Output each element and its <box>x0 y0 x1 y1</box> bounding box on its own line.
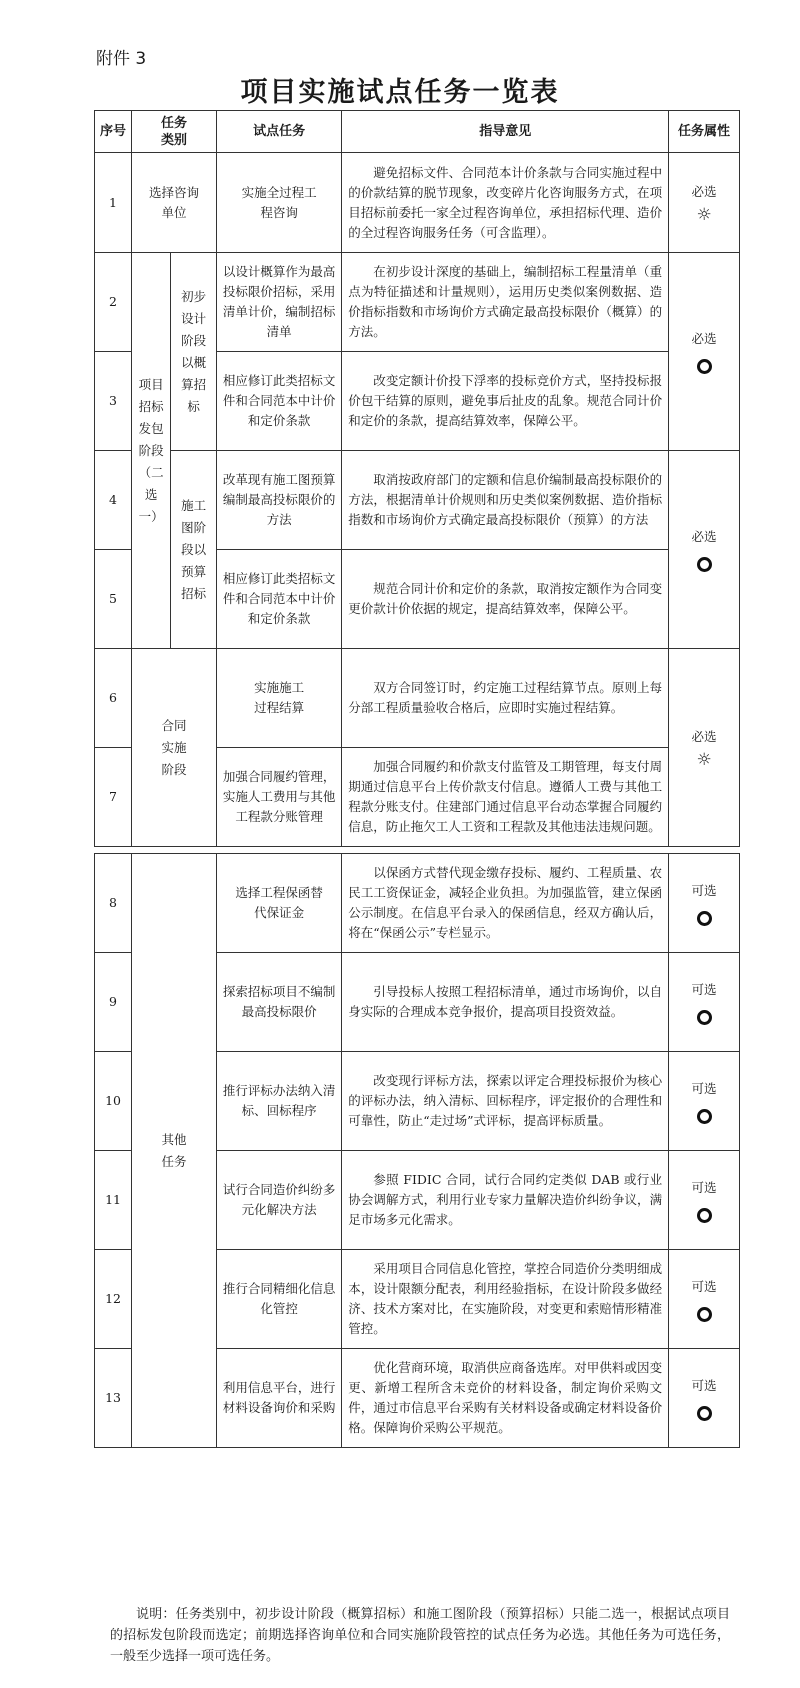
task-table-main <box>94 110 740 847</box>
category-bidding: 项目招标发包阶段（二选一） <box>132 253 171 649</box>
circle-icon <box>697 1010 712 1025</box>
category-contract-implementation: 合同实施阶段 <box>132 649 217 847</box>
row-number: 10 <box>95 1052 132 1151</box>
row-number: 13 <box>95 1349 132 1448</box>
header-attribute: 任务属性 <box>669 111 740 153</box>
attribute-cell <box>669 953 740 1052</box>
row-number: 11 <box>95 1151 132 1250</box>
sun-icon: ☼ <box>696 749 712 770</box>
table-row <box>95 451 740 550</box>
guidance-cell: 在初步设计深度的基础上，编制招标工程量清单（重点为特征描述和计量规则），运用历史类似案例数据、造价指标指数和市场询价方式确定最高投标限价（概算）的方法。 <box>342 253 669 352</box>
guidance-cell: 改变定额计价投下浮率的投标竞价方式，坚持投标报价包干结算的原则，避免事后扯皮的乱象。规范合同计价和定价的条款，提高结算效率，保障公平。 <box>342 352 669 451</box>
row-number: 9 <box>95 953 132 1052</box>
guidance-cell: 避免招标文件、合同范本计价条款与合同实施过程中的价款结算的脱节现象，改变碎片化咨询服务方式，在项目招标前委托一家全过程咨询单位，承担招标代理、造价的全过程咨询服务任务（可含监理）。 <box>342 153 669 253</box>
guidance-cell: 规范合同计价和定价的条款，取消按定额作为合同变更价款计价依据的规定，提高结算效率，保障公平。 <box>342 550 669 649</box>
guidance-cell: 取消按政府部门的定额和信息价编制最高投标限价的方法，根据清单计价规则和历史类似案例数据、造价指标指数和市场询价方式确定最高投标限价（预算）的方法 <box>342 451 669 550</box>
task-cell: 实施全过程工程咨询 <box>217 153 342 253</box>
attribute-label: 必选 <box>691 183 717 199</box>
task-cell: 推行合同精细化信息化管控 <box>217 1250 342 1349</box>
circle-icon <box>697 557 712 572</box>
guidance-cell: 参照 FIDIC 合同，试行合同约定类似 DAB 或行业协会调解方式，利用行业专家力量解决造价纠纷争议，满足市场多元化需求。 <box>342 1151 669 1250</box>
row-number: 2 <box>95 253 132 352</box>
header-task: 试点任务 <box>217 111 342 153</box>
table-header-row <box>95 111 740 153</box>
circle-icon <box>697 1109 712 1124</box>
attribute-label: 可选 <box>691 1080 717 1096</box>
category-construction-drawing: 施工图阶段以预算招标 <box>171 451 217 649</box>
category-other-tasks: 其他任务 <box>132 854 217 1448</box>
attribute-label: 可选 <box>691 1278 717 1294</box>
category-consulting: 选择咨询单位 <box>132 153 217 253</box>
circle-icon <box>697 911 712 926</box>
sun-icon: ☼ <box>696 204 712 225</box>
circle-icon <box>697 1406 712 1421</box>
guidance-cell: 引导投标人按照工程招标清单，通过市场询价，以自身实际的合理成本竞争报价，提高项目投资效益。 <box>342 953 669 1052</box>
table-row <box>95 854 740 953</box>
guidance-cell: 优化营商环境，取消供应商备选库。对甲供料或因变更、新增工程所含未竞价的材料设备，制定询价采购文件，通过市信息平台采购有关材料设备或确定材料设备价格。保障询价采购公平规范。 <box>342 1349 669 1448</box>
table-row <box>95 649 740 748</box>
row-number: 12 <box>95 1250 132 1349</box>
attribute-cell <box>669 1250 740 1349</box>
table-row <box>95 153 740 253</box>
attribute-cell <box>669 1151 740 1250</box>
guidance-cell: 加强合同履约和价款支付监管及工期管理，每支付周期通过信息平台上传价款支付信息。遵循人工费与其他工程款分账支付。住建部门通过信息平台动态掌握合同履约信息，防止拖欠工人工资和工程款及其他违法违规问题。 <box>342 748 669 847</box>
attribute-label: 必选 <box>691 529 717 544</box>
header-guidance: 指导意见 <box>342 111 669 153</box>
attribute-label: 必选 <box>691 331 717 346</box>
attribute-label: 可选 <box>691 882 717 898</box>
task-cell: 推行评标办法纳入清标、回标程序 <box>217 1052 342 1151</box>
attribute-cell <box>669 253 740 451</box>
task-cell: 相应修订此类招标文件和合同范本中计价和定价条款 <box>217 352 342 451</box>
attribute-cell <box>669 153 740 253</box>
task-cell: 试行合同造价纠纷多元化解决方法 <box>217 1151 342 1250</box>
row-number: 7 <box>95 748 132 847</box>
footnote: 说明：任务类别中，初步设计阶段（概算招标）和施工图阶段（预算招标）只能二选一，根据试点项目的招标发包阶段而选定；前期选择咨询单位和合同实施阶段管控的试点任务为必选。其他任务为可选任务，一般至少选择一项可选任务。 <box>110 1607 730 1664</box>
guidance-cell: 采用项目合同信息化管控，掌控合同造价分类明细成本，设计限额分配表，利用经验指标，在设计阶段多做经济、技术方案对比，在实施阶段，对变更和索赔情形精准管控。 <box>342 1250 669 1349</box>
circle-icon <box>697 1307 712 1322</box>
attribute-cell <box>669 451 740 649</box>
row-number: 3 <box>95 352 132 451</box>
guidance-cell: 改变现行评标方法，探索以评定合理投标报价为核心的评标办法，纳入清标、回标程序，评定报价的合理性和可靠性，防止“走过场”式评标，提高评标质量。 <box>342 1052 669 1151</box>
attribute-cell <box>669 854 740 953</box>
attribute-cell <box>669 1349 740 1448</box>
circle-icon <box>697 359 712 374</box>
row-number: 4 <box>95 451 132 550</box>
task-table-optional <box>94 853 740 1448</box>
attribute-label: 可选 <box>691 981 717 997</box>
task-cell: 加强合同履约管理，实施人工费用与其他工程款分账管理 <box>217 748 342 847</box>
task-cell: 相应修订此类招标文件和合同范本中计价和定价条款 <box>217 550 342 649</box>
task-cell: 以设计概算作为最高投标限价招标，采用清单计价，编制招标清单 <box>217 253 342 352</box>
page-title: 项目实施试点任务一览表 <box>240 77 560 108</box>
guidance-cell: 以保函方式替代现金缴存投标、履约、工程质量、农民工工资保证金，减轻企业负担。为加强监管，建立保函公示制度。在信息平台录入的保函信息，经双方确认后，将在“保函公示”专栏显示。 <box>342 854 669 953</box>
header-no: 序号 <box>95 111 132 153</box>
task-cell: 改革现有施工图预算编制最高投标限价的方法 <box>217 451 342 550</box>
task-cell: 实施施工过程结算 <box>217 649 342 748</box>
category-prelim-design: 初步设计阶段以概算招标 <box>171 253 217 451</box>
task-cell: 利用信息平台，进行材料设备询价和采购 <box>217 1349 342 1448</box>
attribute-label: 可选 <box>691 1377 717 1393</box>
attribute-cell <box>669 649 740 847</box>
row-number: 5 <box>95 550 132 649</box>
attribute-label: 必选 <box>691 728 717 744</box>
task-cell: 选择工程保函替代保证金 <box>217 854 342 953</box>
header-category: 任务类别 <box>132 111 217 153</box>
attribute-cell <box>669 1052 740 1151</box>
task-cell: 探索招标项目不编制最高投标限价 <box>217 953 342 1052</box>
row-number: 1 <box>95 153 132 253</box>
attachment-label: 附件 3 <box>96 49 147 69</box>
table-row <box>95 253 740 352</box>
row-number: 8 <box>95 854 132 953</box>
attribute-label: 可选 <box>691 1179 717 1195</box>
row-number: 6 <box>95 649 132 748</box>
guidance-cell: 双方合同签订时，约定施工过程结算节点。原则上每分部工程质量验收合格后，应即时实施过程结算。 <box>342 649 669 748</box>
circle-icon <box>697 1208 712 1223</box>
